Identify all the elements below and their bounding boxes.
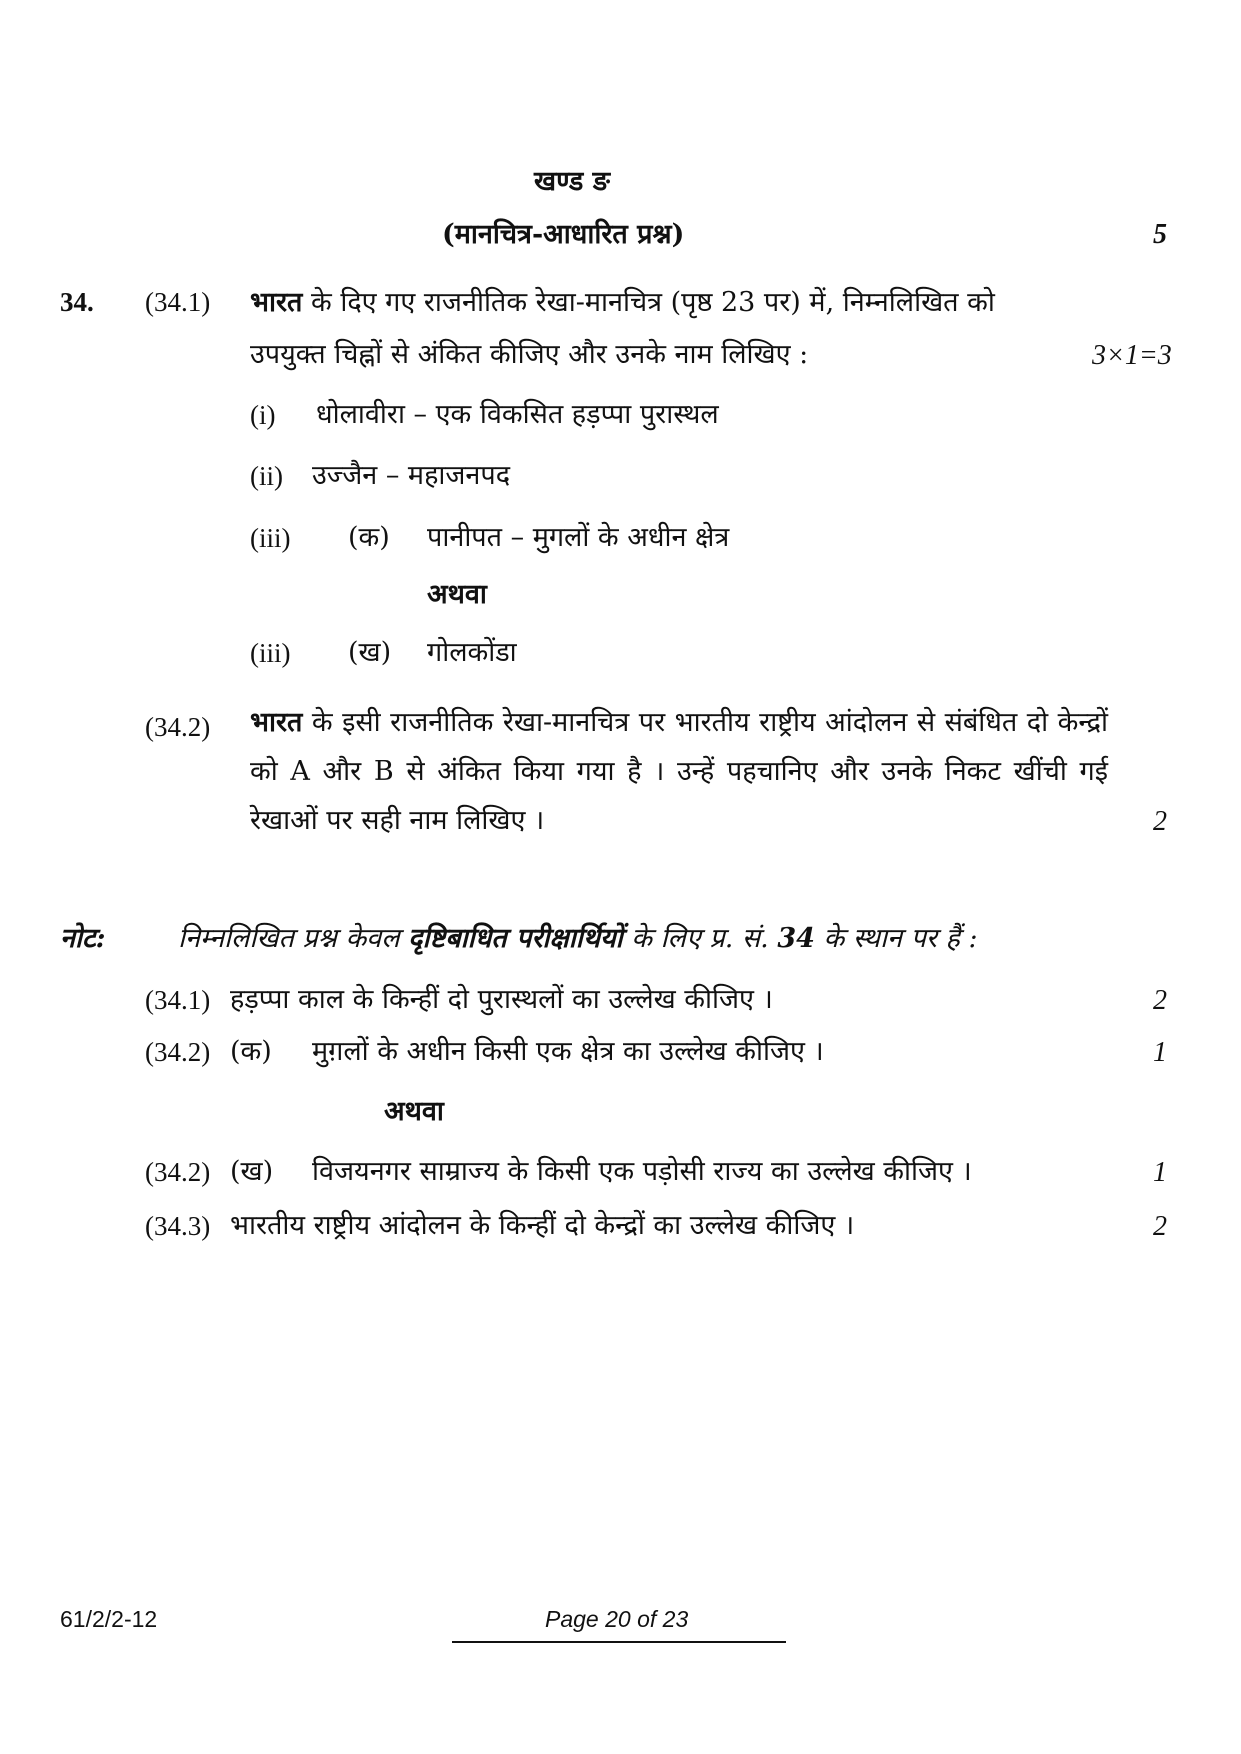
marks-34-1: 3×1=3 — [1092, 340, 1172, 371]
note-line-sub: (ख) — [230, 1156, 274, 1187]
note-line-sub: (क) — [230, 1036, 272, 1067]
item-label: (i) — [250, 400, 276, 430]
item-sub-label: (ख) — [348, 637, 392, 668]
note-line-text: हड़प्पा काल के किन्हीं दो पुरास्थलों का उल्लेख कीजिए । — [230, 984, 773, 1015]
question-number: 34. — [60, 287, 94, 317]
footer-divider — [452, 1641, 786, 1643]
note-intro-post: के स्थान पर हैं : — [823, 923, 978, 954]
note-line-marks: 2 — [1153, 985, 1167, 1016]
note-intro-num: 34 — [777, 923, 815, 954]
subquestion-label: (34.1) — [145, 287, 211, 317]
note-line-marks: 1 — [1153, 1157, 1167, 1188]
page-number: Page 20 of 23 — [545, 1606, 689, 1632]
or-label: अथवा — [384, 1096, 444, 1127]
or-label: अथवा — [427, 579, 487, 610]
section-marks: 5 — [1153, 219, 1167, 250]
note-intro-mid: के लिए प्र. सं. — [631, 923, 769, 954]
item-sub-label: (क) — [348, 522, 390, 553]
note-line-label: (34.1) — [145, 985, 211, 1015]
note-line-text: विजयनगर साम्राज्य के किसी एक पड़ोसी राज्य का उल्लेख कीजिए । — [312, 1156, 972, 1187]
note-line-text: भारतीय राष्ट्रीय आंदोलन के किन्हीं दो केन्द्रों का उल्लेख कीजिए । — [230, 1210, 855, 1241]
line1-text: के दिए गए राजनीतिक रेखा-मानचित्र (पृष्ठ 23 पर) में, निम्नलिखित को — [311, 287, 995, 318]
subquestion-34-1-line1 — [250, 286, 995, 320]
marks-34-2: 2 — [1153, 806, 1167, 837]
item-label: (iii) — [250, 638, 291, 668]
note-intro — [178, 922, 978, 956]
item-label: (ii) — [250, 461, 283, 491]
note-line-label: (34.3) — [145, 1211, 211, 1241]
note-intro-bold: दृष्टिबाधित परीक्षार्थियों — [408, 923, 623, 954]
section-subtitle: (मानचित्र-आधारित प्रश्न) — [442, 219, 685, 250]
item-text: धोलावीरा – एक विकसित हड़प्पा पुरास्थल — [316, 399, 719, 430]
item-text: उज्जैन – महाजनपद — [312, 460, 511, 491]
note-line-label: (34.2) — [145, 1037, 211, 1067]
note-label: नोट: — [60, 923, 106, 954]
item-label: (iii) — [250, 523, 291, 553]
paper-code: 61/2/2-12 — [60, 1606, 158, 1632]
paragraph-text: के इसी राजनीतिक रेखा-मानचित्र पर भारतीय राष्ट्रीय आंदोलन से संबंधित दो केन्द्रों को A और B से अंकित किया गया है । उन्हें पहचानिए और उनके निकट खींची गई रेखाओं पर सही नाम लिखिए । — [250, 707, 1108, 836]
note-line-marks: 2 — [1153, 1211, 1167, 1242]
bold-word-bharat: भारत — [250, 287, 303, 318]
note-line-marks: 1 — [1153, 1037, 1167, 1068]
bold-word-bharat: भारत — [250, 707, 303, 738]
subquestion-label: (34.2) — [145, 712, 211, 742]
subquestion-34-1-line2: उपयुक्त चिह्नों से अंकित कीजिए और उनके नाम लिखिए : — [250, 339, 809, 370]
subquestion-34-2-text — [250, 698, 1108, 845]
item-text: गोलकोंडा — [427, 637, 517, 668]
note-intro-pre: निम्नलिखित प्रश्न केवल — [178, 923, 400, 954]
note-line-text: मुग़लों के अधीन किसी एक क्षेत्र का उल्लेख कीजिए । — [312, 1036, 824, 1067]
section-title: खण्ड ङ — [534, 166, 610, 197]
item-text: पानीपत – मुगलों के अधीन क्षेत्र — [427, 522, 730, 553]
note-line-label: (34.2) — [145, 1157, 211, 1187]
